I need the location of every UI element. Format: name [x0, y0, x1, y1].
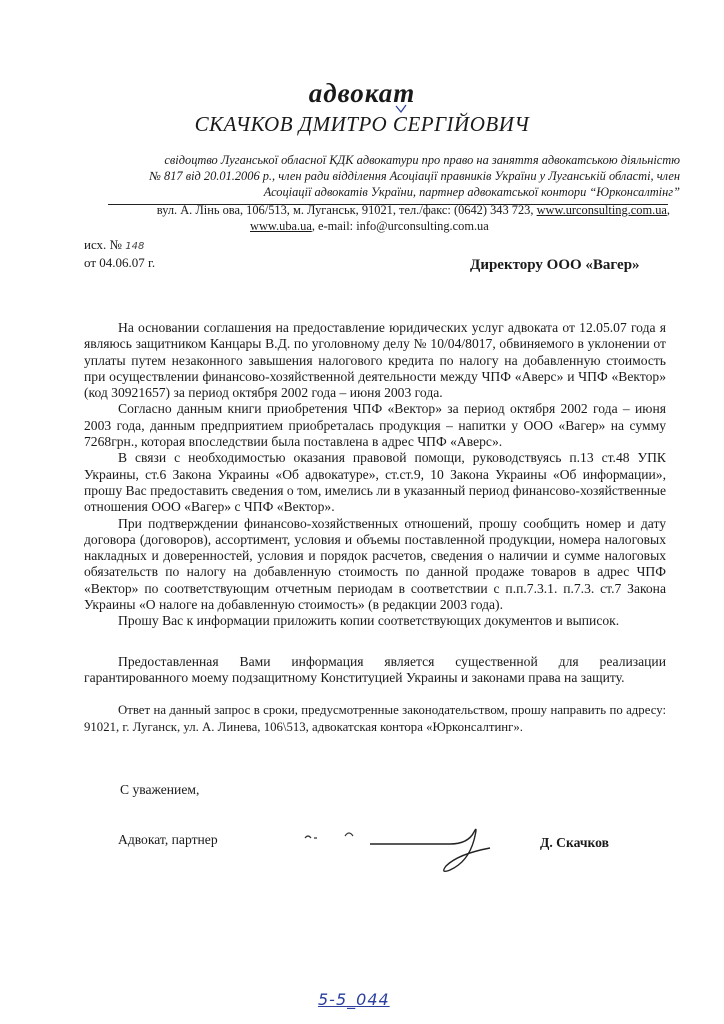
paragraph: В связи с необходимостью оказания правовой помощи, руководствуясь п.13 ст.48 УПК Украины, ст.6 Закона Украины «Об адвокатуре», ст.ст.9, 10 Закона Украины «Об информации», прошу Вас предоставить сведения о том, имелись ли в указанный период финансово-хозяйственные отношения ООО «Вагер» с ЧПФ «Вектор».	[84, 450, 666, 515]
signer-title: Адвокат, партнер	[118, 832, 218, 847]
email-text: , e-mail: info@urconsulting.com.ua	[311, 219, 489, 233]
address-text: вул. А. Лінь ова, 106/513, м. Луганськ, 91021, тел./факс: (0642) 343 723,	[156, 203, 537, 217]
closing: С уважением,	[120, 782, 200, 797]
letter-body	[84, 320, 666, 735]
letterhead-title: адвокат	[308, 78, 416, 108]
certificate-line: свідоцтво Луганської обласної КДК адвокатури про право на заняття адвокатською діяльністю	[164, 153, 680, 167]
signer-name: Д. Скачков	[540, 835, 609, 850]
paragraph: Прошу Вас к информации приложить копии соответствующих документов и выписок.	[118, 613, 620, 629]
paragraph: Предоставленная Вами информация является существенной для реализации гарантированного моему подзащитному Конституцией Украины и законами права на защиту.	[84, 653, 666, 685]
paragraph: Ответ на данный запрос в сроки, предусмотренные законодательством, прошу направить по адресу: 91021, г. Луганск, ул. А. Линева, 106\513, адвокатская контора «Юрконсалтинг».	[84, 703, 666, 734]
ref-date: от 04.06.07 г.	[84, 255, 156, 270]
outgoing-reference	[84, 237, 155, 271]
recipient: Директору ООО «Вагер»	[470, 257, 640, 273]
signature-image	[300, 818, 520, 878]
paragraph: При подтверждении финансово-хозяйственных отношений, прошу сообщить номер и дату договора (договоров), ассортимент, условия и объемы поставленной продукции, номера налоговых накладных и доверенностей, условия и порядок расчетов, сведения о наличии и сумме налоговых обязательств по налогу на добавленную стоимость по данной продаже товаров в адрес ЧПФ «Вектор» по соответствующим отчетным периодам в соответствии с п.п.7.3.1. п.7.3. ст.7 Закона Украины «О налоге на добавленную стоимость» (в редакции 2003 года).	[84, 515, 666, 613]
website-link[interactable]: www.urconsulting.com.ua	[536, 203, 667, 217]
letterhead-name: СКАЧКОВ ДМИТРО СЕРГІЙОВИЧ	[194, 112, 530, 136]
paragraph: На основании соглашения на предоставление юридических услуг адвоката от 12.05.07 года я являюсь защитником Канцары В.Д. по уголовному делу № 10/04/8017, обвиняемого в уклонении от уплаты путем незаконного завышения налогового кредита по налогу на добавленную стоимость при осуществлении финансово-хозяйственной деятельности между ЧПФ «Аверс» и ЧПФ «Вектор» (код 30921657) за период октября 2002 года – июня 2003 года.	[84, 320, 666, 401]
address-punct: ,	[666, 203, 670, 217]
contact-info	[80, 200, 670, 234]
certificate-info	[80, 152, 680, 200]
ref-number-label: исх. №	[84, 237, 122, 252]
website-link-2[interactable]: www.uba.ua	[250, 219, 312, 233]
ref-number-handwritten: 148	[125, 241, 145, 252]
handwritten-stamp-number: 5-5_044	[318, 990, 390, 1009]
paragraph: Согласно данным книги приобретения ЧПФ «Вектор» за период октября 2002 года – июня 2003 года, данным предприятием приобреталась продукция – напитки у ООО «Вагер» на сумму 7268грн., которая впоследствии была поставлена в адрес ЧПФ «Аверс».	[84, 401, 666, 450]
certificate-line: № 817 від 20.01.2006 р., член ради відділення Асоціації правників України у Луганській області, член	[149, 169, 680, 183]
certificate-line: Асоціації адвокатів України, партнер адвокатської контори “Юрконсалтінг”	[263, 185, 680, 199]
